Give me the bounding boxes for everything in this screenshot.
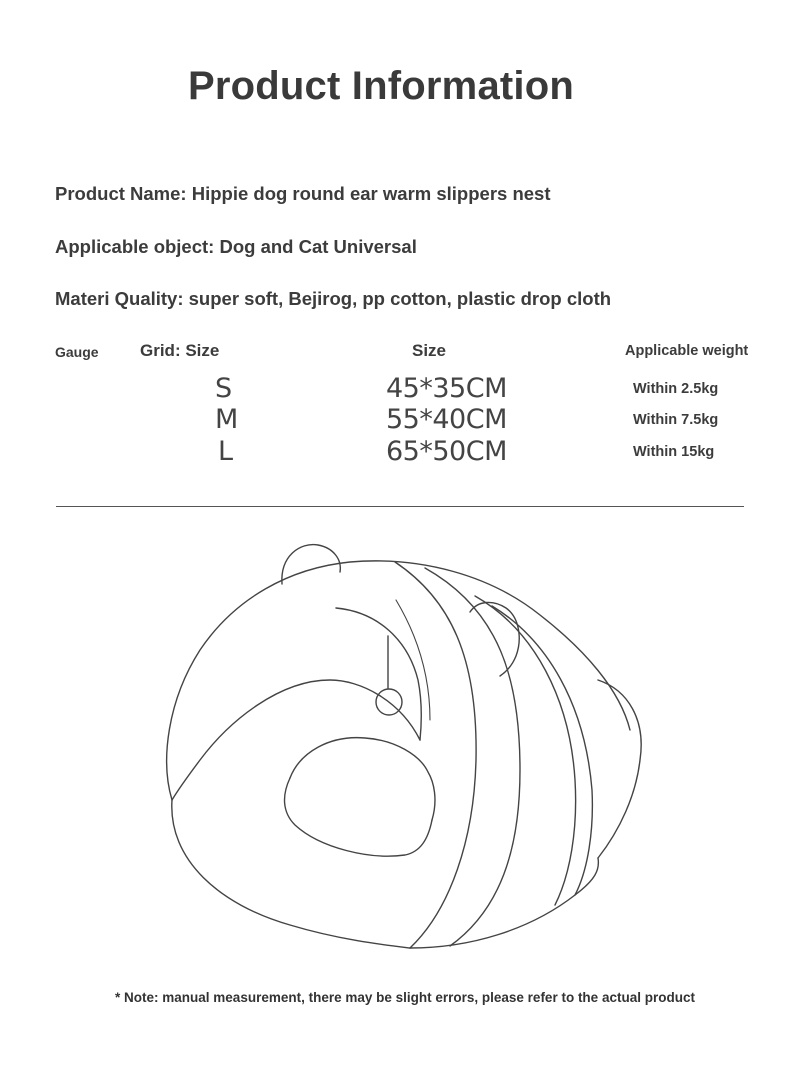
material-quality: Materi Quality: super soft, Bejirog, pp cotton, plastic drop cloth (55, 288, 612, 309)
product-name: Product Name: Hippie dog round ear warm slippers nest (55, 183, 551, 204)
row-weight: Within 15kg (633, 444, 715, 460)
row-dimensions: 45*35CM (386, 373, 507, 404)
applicable-object: Applicable object: Dog and Cat Universal (55, 236, 417, 257)
header-size: Size (412, 341, 447, 360)
row-size: L (218, 436, 234, 467)
table-row (0, 373, 800, 406)
measurement-note: * Note: manual measurement, there may be slight errors, please refer to the actual product (115, 990, 695, 1005)
row-size: M (215, 404, 239, 435)
row-weight: Within 7.5kg (633, 412, 719, 428)
row-dimensions: 65*50CM (386, 436, 507, 467)
pet-nest-illustration (150, 535, 650, 955)
row-weight: Within 2.5kg (633, 381, 719, 397)
row-size: S (215, 373, 233, 404)
divider (56, 506, 744, 507)
header-gauge: Gauge (55, 344, 99, 360)
header-grid-size: Grid: Size (140, 341, 220, 360)
page-title: Product Information (187, 64, 574, 108)
row-dimensions: 55*40CM (386, 404, 507, 435)
header-applicable-weight: Applicable weight (625, 343, 749, 359)
table-row (0, 404, 800, 437)
table-row (0, 436, 800, 469)
